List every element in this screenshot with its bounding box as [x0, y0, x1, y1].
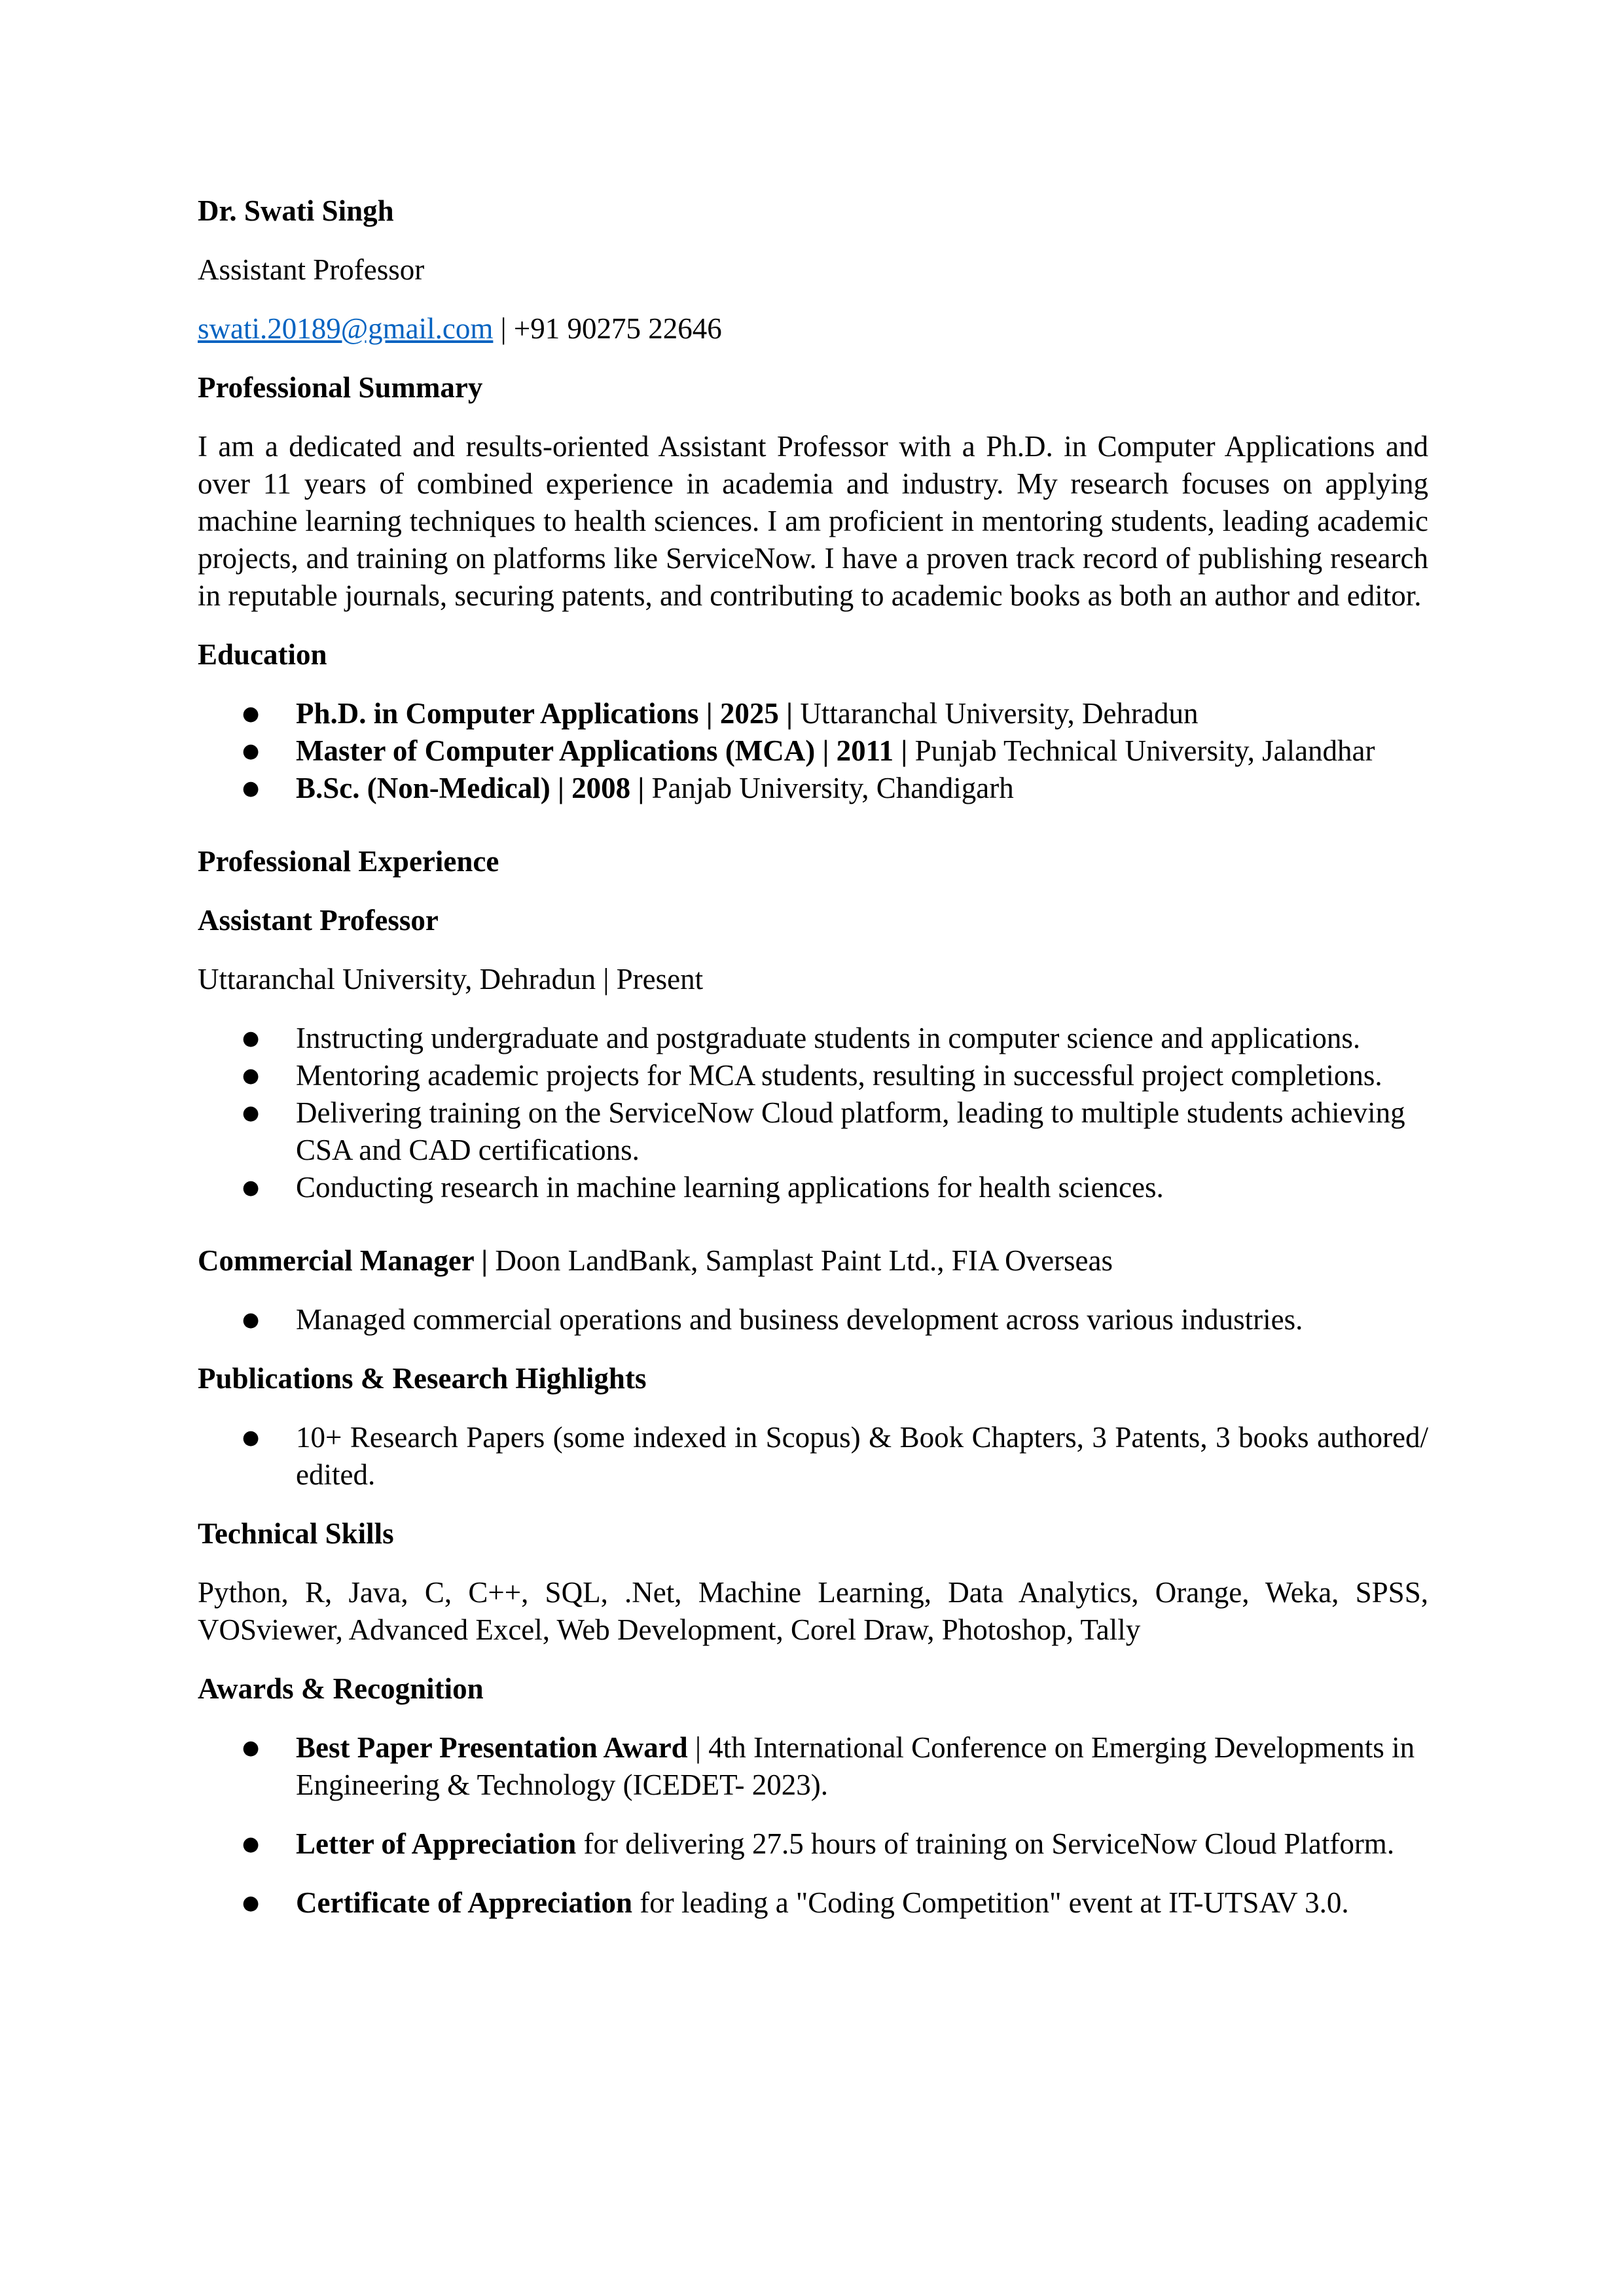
- contact-separator: |: [493, 312, 514, 345]
- summary-heading: Professional Summary: [198, 371, 483, 404]
- role1-org: Uttaranchal University, Dehradun | Present: [198, 963, 704, 996]
- summary-text: I am a dedicated and results-oriented Assistant Professor with a Ph.D. in Computer Applications and over 11 years of combined experience in academia and industry. My research focuses on applying machine learning techniques to health sciences. I am proficient in mentoring students, leading academic projects, and training on platforms like ServiceNow. I have a proven track record of publishing research in reputable journals, securing patents, and contributing to academic books as both an author and editor.: [198, 430, 1428, 612]
- duty-text: Conducting research in machine learning applications for health sciences.: [296, 1171, 1164, 1204]
- list-item: [198, 1419, 1428, 1494]
- bullet-icon: ●: [242, 1102, 260, 1124]
- award-detail: for delivering 27.5 hours of training on ServiceNow Cloud Platform.: [576, 1827, 1395, 1860]
- bullet-icon: ●: [242, 1176, 260, 1199]
- experience-heading: Professional Experience: [198, 845, 499, 878]
- bullet-icon: ●: [242, 702, 260, 725]
- role2-line: [198, 1242, 1428, 1280]
- bullet-icon: ●: [242, 1308, 260, 1331]
- list-item: [198, 732, 1428, 770]
- list-item: [198, 1169, 1428, 1206]
- education-institution: Punjab Technical University, Jalandhar: [907, 734, 1375, 767]
- list-item: [198, 1825, 1428, 1863]
- publications-heading: Publications & Research Highlights: [198, 1362, 647, 1395]
- duty-text: Mentoring academic projects for MCA students, resulting in successful project completions.: [296, 1059, 1382, 1092]
- candidate-name: Dr. Swati Singh: [198, 194, 394, 227]
- education-degree: Ph.D. in Computer Applications | 2025 |: [296, 697, 793, 730]
- duty-text: Managed commercial operations and business development across various industries.: [296, 1303, 1303, 1336]
- education-list: [198, 695, 1428, 807]
- bullet-icon: ●: [242, 777, 260, 800]
- skills-heading: Technical Skills: [198, 1517, 394, 1550]
- role2-org: Doon LandBank, Samplast Paint Ltd., FIA Overseas: [488, 1244, 1113, 1277]
- bullet-icon: ●: [242, 1736, 260, 1759]
- bullet-icon: ●: [242, 1833, 260, 1856]
- publication-text: 10+ Research Papers (some indexed in Scopus) & Book Chapters, 3 Patents, 3 books authored/ edited.: [296, 1421, 1428, 1491]
- award-name: Best Paper Presentation Award: [296, 1731, 688, 1764]
- list-item: [198, 1057, 1428, 1094]
- contact-line: [198, 310, 1428, 348]
- list-item: [198, 695, 1428, 732]
- education-institution: Uttaranchal University, Dehradun: [793, 697, 1199, 730]
- list-item: [198, 1884, 1428, 1922]
- education-heading: Education: [198, 638, 327, 671]
- award-name: Certificate of Appreciation: [296, 1886, 633, 1919]
- email-link[interactable]: swati.20189@gmail.com: [198, 312, 494, 345]
- list-item: [198, 1729, 1428, 1804]
- award-detail: for leading a "Coding Competition" event at IT-UTSAV 3.0.: [632, 1886, 1349, 1919]
- award-name: Letter of Appreciation: [296, 1827, 577, 1860]
- phone-number: +91 90275 22646: [513, 312, 722, 345]
- list-item: [198, 1301, 1428, 1338]
- candidate-title: Assistant Professor: [198, 253, 425, 286]
- duty-text: Delivering training on the ServiceNow Cloud platform, leading to multiple students achieving CSA and CAD certifications.: [296, 1096, 1405, 1166]
- education-degree: B.Sc. (Non-Medical) | 2008 |: [296, 772, 645, 804]
- list-item: [198, 1094, 1428, 1169]
- bullet-icon: ●: [242, 1892, 260, 1914]
- awards-heading: Awards & Recognition: [198, 1672, 484, 1705]
- resume-page: [198, 192, 1428, 1943]
- role2-title: Commercial Manager |: [198, 1244, 488, 1277]
- awards-list: [198, 1729, 1428, 1922]
- skills-text: Python, R, Java, C, C++, SQL, .Net, Machine Learning, Data Analytics, Orange, Weka, SPSS, VOSviewer, Advanced Excel, Web Development, Corel Draw, Photoshop, Tally: [198, 1576, 1428, 1646]
- bullet-icon: ●: [242, 740, 260, 762]
- bullet-icon: ●: [242, 1027, 260, 1050]
- education-degree: Master of Computer Applications (MCA) | 2011 |: [296, 734, 908, 767]
- bullet-icon: ●: [242, 1064, 260, 1087]
- publications-list: [198, 1419, 1428, 1494]
- award-detail: | 4th International Conference on Emerging Developments in Engineering & Technology (ICEDET- 2023).: [296, 1731, 1415, 1801]
- bullet-icon: ●: [242, 1426, 260, 1449]
- list-item: [198, 1020, 1428, 1057]
- role1-duties: [198, 1020, 1428, 1206]
- list-item: [198, 770, 1428, 807]
- role2-duties: [198, 1301, 1428, 1338]
- duty-text: Instructing undergraduate and postgraduate students in computer science and applications.: [296, 1022, 1361, 1054]
- education-institution: Panjab University, Chandigarh: [644, 772, 1014, 804]
- role1-title: Assistant Professor: [198, 904, 439, 937]
